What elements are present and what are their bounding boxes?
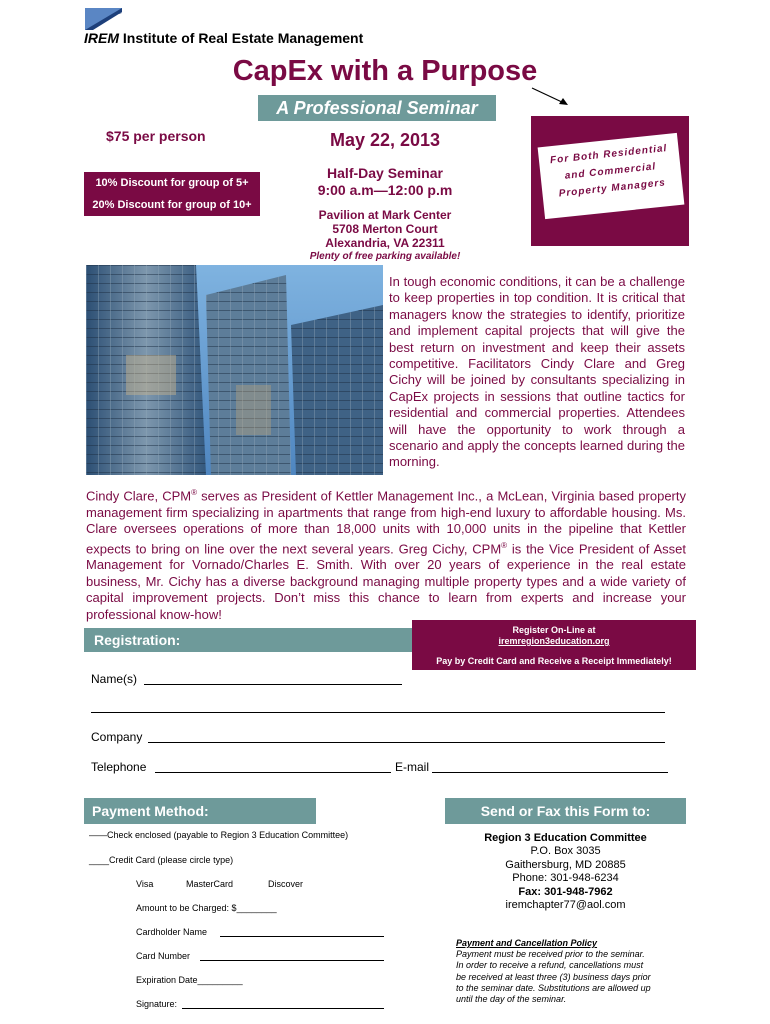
telephone-label: Telephone bbox=[91, 760, 147, 774]
committee-name: Region 3 Education Committee bbox=[484, 832, 647, 844]
policy-line: until the day of the seminar. bbox=[456, 994, 567, 1005]
credit-option[interactable] bbox=[89, 855, 233, 865]
pay-note: Pay by Credit Card and Receive a Receipt Immediately! bbox=[436, 656, 672, 666]
online-label: Register On-Line at bbox=[512, 625, 596, 635]
audience-line: Property Managers bbox=[558, 177, 667, 200]
bio-text: Cindy Clare, CPM bbox=[86, 488, 192, 504]
credit-label: Credit Card (please circle type) bbox=[109, 855, 234, 865]
intro-paragraph: In tough economic conditions, it can be a challenge to keep properties in top condition. It is critical that managers know the strategies to identify, prioritize and implement capital projects that will give the best return on investment and keep their assets competitive. Facilitators Cindy Clare and Greg Cichy will be joined by consultants specializing in CapEx projects in sessions that outline tactics for residential and commercial properties. Attendees will have the opportunity to work through a scenario and apply the concepts learned during the morning. bbox=[389, 274, 685, 470]
parking-note: Plenty of free parking available! bbox=[309, 251, 461, 262]
registered-mark: ® bbox=[501, 540, 508, 550]
company-field[interactable] bbox=[148, 742, 665, 743]
venue-street: 5708 Merton Court bbox=[332, 222, 438, 236]
city-line: Gaithersburg, MD 20885 bbox=[505, 858, 626, 871]
org-header bbox=[84, 30, 363, 46]
telephone-field[interactable] bbox=[155, 772, 391, 773]
venue-name: Pavilion at Mark Center bbox=[318, 208, 452, 222]
cardholder-label: Cardholder Name bbox=[136, 927, 208, 937]
discount-badge-5: 10% Discount for group of 5+ bbox=[84, 172, 260, 194]
audience-card bbox=[538, 133, 685, 219]
bio-text: serves as President of Kettler Management Inc., a McLean, Virginia based property management firm specializing in apartments that range from high-end luxury to affordable housing. Ms. Clare oversees operations of more than 18,000 units with 10,000 units in the pipeline that Kettler expects to bring on line over the next several years. Greg Cichy, CPM bbox=[86, 488, 687, 556]
building-photo bbox=[86, 265, 383, 475]
price-label: $75 per person bbox=[106, 128, 206, 144]
policy-line: In order to receive a refund, cancellations must bbox=[456, 960, 644, 971]
facilitator-bio bbox=[86, 485, 686, 623]
policy-line: to the seminar date. Substitutions are allowed up bbox=[456, 982, 651, 993]
card-number-field[interactable] bbox=[200, 960, 384, 961]
subtitle-banner: A Professional Seminar bbox=[258, 95, 496, 121]
event-format: Half-Day Seminar bbox=[327, 165, 443, 181]
names-label: Name(s) bbox=[91, 672, 138, 686]
irem-logo-text: IREM bbox=[84, 30, 119, 46]
registered-mark: ® bbox=[191, 488, 198, 497]
discount-badge-10: 20% Discount for group of 10+ bbox=[84, 194, 260, 216]
event-date: May 22, 2013 bbox=[329, 130, 441, 150]
names-field[interactable] bbox=[144, 684, 402, 685]
email-label: E-mail bbox=[395, 760, 430, 774]
policy-line: Payment must be received prior to the seminar. bbox=[456, 949, 645, 960]
check-label: Check enclosed (payable to Region 3 Education Committee) bbox=[107, 830, 349, 840]
amount-field[interactable]: Amount to be Charged: $________ bbox=[136, 903, 277, 913]
send-form-heading: Send or Fax this Form to: bbox=[445, 798, 686, 824]
audience-line: For Both Residential bbox=[549, 142, 668, 167]
signature-field[interactable] bbox=[182, 1008, 384, 1009]
card-type-mastercard[interactable]: MasterCard bbox=[186, 879, 234, 889]
audience-box bbox=[531, 116, 689, 246]
arrow-icon bbox=[530, 86, 570, 108]
payment-method-heading: Payment Method: bbox=[84, 798, 316, 824]
audience-line: and Commercial bbox=[564, 161, 657, 182]
fax-line: Fax: 301-948-7962 bbox=[518, 885, 613, 898]
irem-logo-mark bbox=[85, 8, 122, 30]
cancellation-policy bbox=[456, 938, 686, 1005]
bio-text: is the Vice President of Asset Management for Vornado/Charles E. Smith. With over 20 years of experience in the real estate business, Mr. Cichy has a diverse background managing multiple property types and a wide variety of capital improvement projects. Don’t miss this chance to learn from experts and increase your professional know-how! bbox=[86, 540, 686, 622]
registration-url-link[interactable]: iremregion3education.org bbox=[498, 636, 610, 646]
mailing-address bbox=[445, 832, 686, 912]
email-address[interactable]: iremchapter77@aol.com bbox=[505, 899, 626, 912]
cardholder-field[interactable] bbox=[220, 936, 384, 937]
policy-heading: Payment and Cancellation Policy bbox=[456, 938, 598, 948]
expiration-field[interactable]: Expiration Date_________ bbox=[136, 975, 243, 985]
policy-line: be received at least three (3) business days prior bbox=[456, 971, 651, 982]
org-name: Institute of Real Estate Management bbox=[122, 30, 364, 46]
svg-text:®: ® bbox=[118, 10, 122, 16]
check-blank: —— bbox=[89, 830, 107, 840]
card-number-label: Card Number bbox=[136, 951, 191, 961]
card-type-discover[interactable]: Discover bbox=[268, 879, 304, 889]
po-box: P.O. Box 3035 bbox=[530, 845, 601, 858]
card-type-visa[interactable]: Visa bbox=[136, 879, 154, 889]
names-field-2[interactable] bbox=[91, 712, 665, 713]
phone-line: Phone: 301-948-6234 bbox=[512, 872, 619, 885]
signature-label: Signature: bbox=[136, 999, 178, 1009]
email-field[interactable] bbox=[432, 772, 668, 773]
credit-blank: ____ bbox=[89, 855, 110, 865]
check-option[interactable] bbox=[89, 830, 348, 840]
page-title: CapEx with a Purpose bbox=[232, 55, 538, 87]
event-time: 9:00 a.m—12:00 p.m bbox=[317, 182, 453, 198]
venue-city: Alexandria, VA 22311 bbox=[325, 236, 445, 250]
registration-heading: Registration: bbox=[84, 628, 418, 652]
company-label: Company bbox=[91, 730, 143, 744]
online-registration-box bbox=[412, 620, 696, 670]
